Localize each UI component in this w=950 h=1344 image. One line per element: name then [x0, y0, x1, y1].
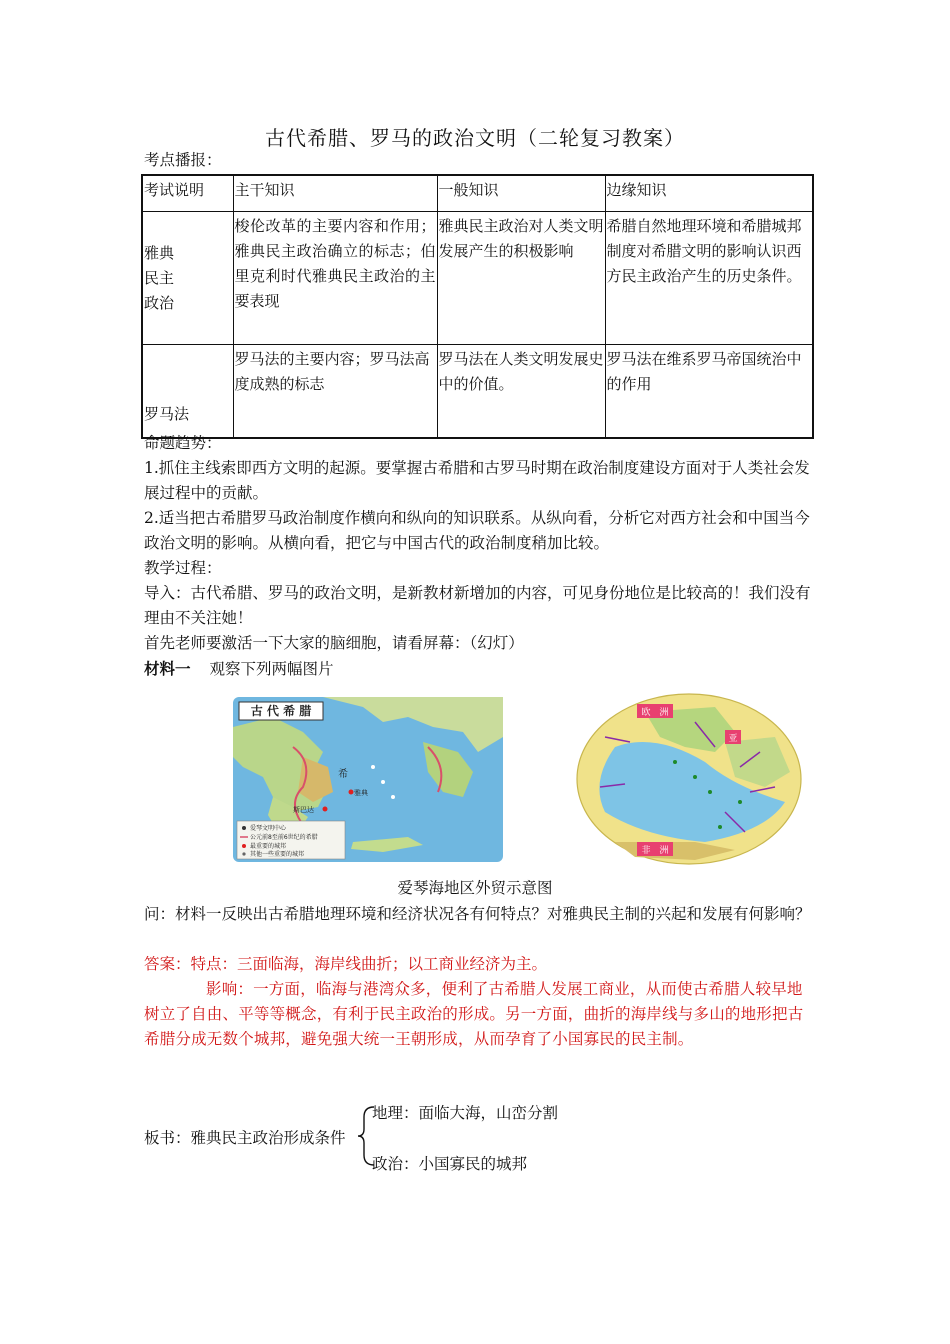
map1-label-greece: 希 — [338, 769, 348, 780]
process-label: 教学过程： — [144, 559, 222, 577]
table-cell-edge: 希腊自然地理环境和希腊城邦制度对希腊文明的影响认识西方民主政治产生的历史条件。 — [605, 212, 813, 345]
page-title: 古代希腊、罗马的政治文明（二轮复习教案） — [265, 126, 685, 150]
table-row — [142, 345, 813, 439]
trend-item-1: 1.抓住主线索即西方文明的起源。要掌握古希腊和古罗马时期在政治制度建设方面对于人类社会发展过程中的贡献。 — [144, 459, 810, 502]
map2-label-africa: 非 洲 — [641, 846, 669, 856]
map2-label-asia: 亚 — [728, 734, 738, 744]
map1-label-sparta: 斯巴达 — [293, 806, 314, 814]
trend-item-2: 2.适当把古希腊罗马政治制度作横向和纵向的知识联系。从纵向看，分析它对西方社会和中国当今政治文明的影响。从横向看，把它与中国古代的政治制度稍加比较。 — [144, 509, 810, 552]
table-row-topic: 罗马法 — [142, 345, 233, 439]
board-geo: 地理：面临大海，山峦分割 — [372, 1104, 559, 1122]
board-pol: 政治：小国寡民的城邦 — [372, 1155, 528, 1173]
map-caption: 爱琴海地区外贸示意图 — [397, 879, 553, 897]
table-header-cell: 一般知识 — [437, 175, 605, 212]
table-header-cell: 主干知识 — [233, 175, 437, 212]
material-heading — [144, 656, 333, 682]
answer-influence: 影响：一方面，临海与港湾众多，便利了古希腊人发展工商业，从而使古希腊人较早地树立了自由、平等等概念，有利于民主政治的形成。另一方面，曲折的海岸线与多山的地形把古希腊分成无数个城邦，避免强大统一王朝形成，从而孕育了小国寡民的民主制。 — [144, 980, 804, 1048]
table-header-cell: 考试说明 — [142, 175, 233, 212]
table-row-topic: 雅典 民主 政治 — [142, 212, 233, 345]
table-cell-main: 梭伦改革的主要内容和作用；雅典民主政治确立的标志；伯里克利时代雅典民主政治的主要表现 — [233, 212, 437, 345]
table-cell-general: 罗马法在人类文明发展史中的价值。 — [437, 345, 605, 439]
board-label: 板书：雅典民主政治形成条件 — [144, 1129, 346, 1147]
table-cell-edge: 罗马法在维系罗马帝国统治中的作用 — [605, 345, 813, 439]
material-label: 材料一 — [144, 659, 191, 678]
kaodian-label: 考点播报： — [144, 151, 222, 169]
aegean-trade-map — [575, 692, 803, 866]
answer-features: 答案：特点：三面临海，海岸线曲折；以工商业经济为主。 — [144, 955, 548, 973]
question-paragraph: 问：材料一反映出古希腊地理环境和经济状况各有何特点？对雅典民主制的兴起和发展有何影响？ — [144, 905, 811, 923]
table-header-row — [142, 175, 813, 212]
map2-label-europe: 欧 洲 — [641, 708, 669, 718]
trend-label: 命题趋势： — [144, 434, 222, 452]
ancient-greece-map — [233, 697, 503, 862]
map1-legend-item: 爱琴文明中心 — [250, 825, 287, 832]
table-row — [142, 212, 813, 345]
map1-legend-item: 最重要的城邦 — [250, 843, 287, 850]
map1-label-athens: 雅典 — [354, 789, 368, 797]
map1-legend-item: 公元前8至前6世纪的希腊 — [250, 834, 318, 841]
map1-legend-item: 其他一些重要的城邦 — [250, 851, 305, 858]
map1-title: 古 代 希 腊 — [250, 704, 312, 718]
intro-paragraph: 导入：古代希腊、罗马的政治文明，是新教材新增加的内容，可见身份地位是比较高的！我们没有理由不关注她！ — [144, 584, 811, 627]
slide-line: 首先老师要激活一下大家的脑细胞，请看屏幕：（幻灯） — [144, 634, 524, 652]
material-text: 观察下列两幅图片 — [209, 660, 334, 678]
table-cell-main: 罗马法的主要内容；罗马法高度成熟的标志 — [233, 345, 437, 439]
table-header-cell: 边缘知识 — [605, 175, 813, 212]
knowledge-table — [141, 174, 814, 439]
table-cell-general: 雅典民主政治对人类文明发展产生的积极影响 — [437, 212, 605, 345]
